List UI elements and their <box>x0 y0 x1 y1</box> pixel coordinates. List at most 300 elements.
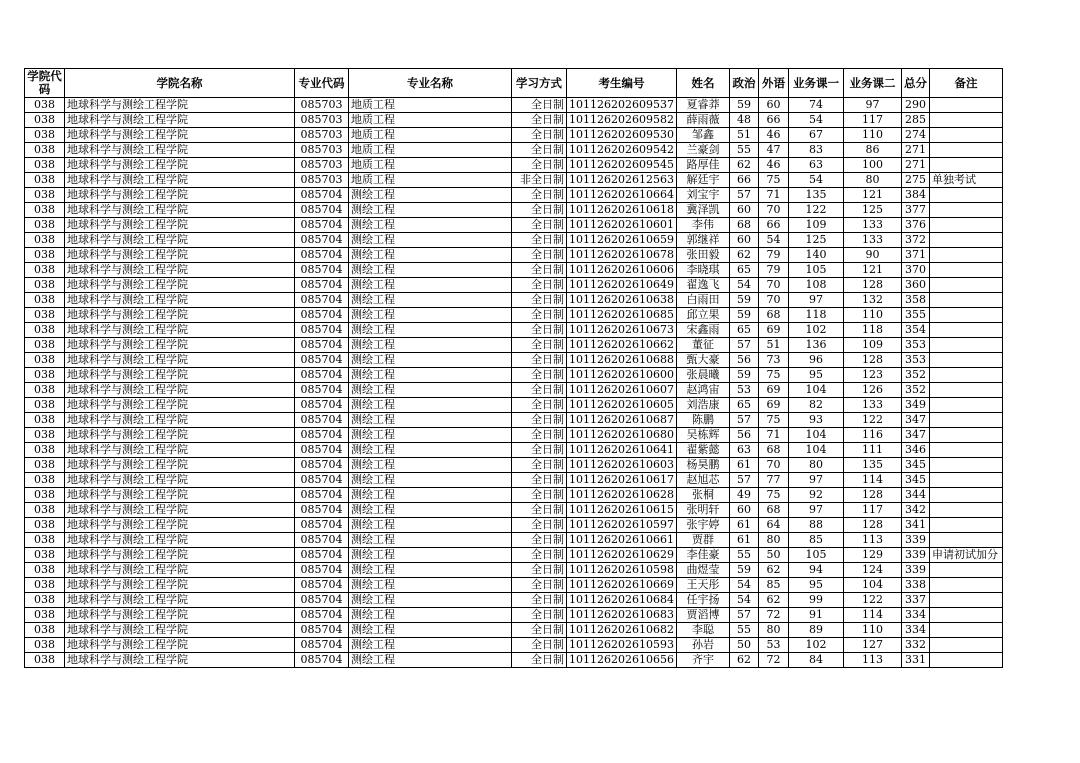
foreign-language-score-cell: 47 <box>758 143 788 158</box>
major-name-cell: 测绘工程 <box>349 353 512 368</box>
candidate-id-cell: 101126202610669 <box>567 578 677 593</box>
foreign-language-score-cell: 75 <box>758 368 788 383</box>
subject-two-score-cell: 109 <box>843 338 901 353</box>
remarks-cell <box>929 98 1002 113</box>
remarks-cell <box>929 383 1002 398</box>
candidate-id-cell: 101126202610617 <box>567 473 677 488</box>
major-name-cell: 测绘工程 <box>349 338 512 353</box>
subject-two-score-cell: 126 <box>843 383 901 398</box>
table-row <box>25 203 1003 218</box>
foreign-language-score-cell: 79 <box>758 263 788 278</box>
subject-two-score-cell: 104 <box>843 578 901 593</box>
remarks-cell: 单独考试 <box>929 173 1002 188</box>
college-code-cell: 038 <box>25 473 65 488</box>
total-score-cell: 271 <box>901 143 929 158</box>
major-code-cell: 085704 <box>295 638 349 653</box>
major-name-cell: 测绘工程 <box>349 533 512 548</box>
remarks-cell <box>929 623 1002 638</box>
name-cell: 白雨田 <box>676 293 729 308</box>
foreign-language-score-cell: 70 <box>758 293 788 308</box>
remarks-cell <box>929 293 1002 308</box>
major-name-cell: 地质工程 <box>349 98 512 113</box>
politics-score-cell: 57 <box>729 608 758 623</box>
table-row <box>25 368 1003 383</box>
remarks-cell <box>929 248 1002 263</box>
candidate-id-cell: 101126202610598 <box>567 563 677 578</box>
subject-two-score-cell: 100 <box>843 158 901 173</box>
candidate-id-cell: 101126202610687 <box>567 413 677 428</box>
major-name-cell: 测绘工程 <box>349 263 512 278</box>
major-code-cell: 085704 <box>295 503 349 518</box>
subject-two-score-cell: 128 <box>843 353 901 368</box>
candidate-id-cell: 101126202610685 <box>567 308 677 323</box>
total-score-cell: 347 <box>901 413 929 428</box>
major-name-cell: 测绘工程 <box>349 548 512 563</box>
remarks-cell <box>929 143 1002 158</box>
candidate-id-cell: 101126202610601 <box>567 218 677 233</box>
study-mode-cell: 全日制 <box>512 233 567 248</box>
college-name-cell: 地球科学与测绘工程学院 <box>65 203 295 218</box>
table-row <box>25 638 1003 653</box>
table-row <box>25 278 1003 293</box>
politics-score-cell: 51 <box>729 128 758 143</box>
subject-one-score-cell: 105 <box>788 548 843 563</box>
subject-two-score-cell: 125 <box>843 203 901 218</box>
politics-score-cell: 57 <box>729 338 758 353</box>
major-code-cell: 085704 <box>295 623 349 638</box>
study-mode-cell: 全日制 <box>512 278 567 293</box>
politics-score-cell: 59 <box>729 563 758 578</box>
subject-one-score-cell: 136 <box>788 338 843 353</box>
total-score-cell: 376 <box>901 218 929 233</box>
study-mode-cell: 全日制 <box>512 248 567 263</box>
college-name-cell: 地球科学与测绘工程学院 <box>65 443 295 458</box>
subject-one-score-cell: 74 <box>788 98 843 113</box>
subject-two-score-cell: 133 <box>843 218 901 233</box>
major-code-cell: 085704 <box>295 653 349 668</box>
candidate-id-cell: 101126202610607 <box>567 383 677 398</box>
major-name-cell: 测绘工程 <box>349 608 512 623</box>
subject-one-score-cell: 94 <box>788 563 843 578</box>
total-score-cell: 372 <box>901 233 929 248</box>
foreign-language-score-cell: 50 <box>758 548 788 563</box>
major-code-cell: 085704 <box>295 188 349 203</box>
major-code-cell: 085704 <box>295 263 349 278</box>
candidate-id-cell: 101126202610618 <box>567 203 677 218</box>
total-score-cell: 353 <box>901 338 929 353</box>
total-score-cell: 332 <box>901 638 929 653</box>
name-cell: 吴栋辉 <box>676 428 729 443</box>
table-row <box>25 113 1003 128</box>
major-code-cell: 085704 <box>295 248 349 263</box>
major-code-cell: 085704 <box>295 308 349 323</box>
table-row <box>25 293 1003 308</box>
major-code-cell: 085703 <box>295 128 349 143</box>
foreign-language-score-cell: 62 <box>758 593 788 608</box>
name-cell: 曲煜莹 <box>676 563 729 578</box>
remarks-cell <box>929 323 1002 338</box>
total-score-cell: 275 <box>901 173 929 188</box>
candidate-id-cell: 101126202610606 <box>567 263 677 278</box>
subject-one-score-cell: 104 <box>788 443 843 458</box>
college-code-cell: 038 <box>25 518 65 533</box>
candidate-id-cell: 101126202610682 <box>567 623 677 638</box>
college-name-cell: 地球科学与测绘工程学院 <box>65 578 295 593</box>
table-row <box>25 413 1003 428</box>
major-code-cell: 085704 <box>295 218 349 233</box>
name-cell: 张桐 <box>676 488 729 503</box>
major-name-cell: 测绘工程 <box>349 653 512 668</box>
table-row <box>25 353 1003 368</box>
total-score-cell: 352 <box>901 368 929 383</box>
college-name-cell: 地球科学与测绘工程学院 <box>65 218 295 233</box>
subject-one-score-cell: 83 <box>788 143 843 158</box>
table-row <box>25 338 1003 353</box>
major-name-cell: 地质工程 <box>349 173 512 188</box>
college-code-cell: 038 <box>25 383 65 398</box>
total-score-cell: 345 <box>901 473 929 488</box>
header-study-mode: 学习方式 <box>512 69 567 98</box>
politics-score-cell: 55 <box>729 143 758 158</box>
remarks-cell <box>929 233 1002 248</box>
study-mode-cell: 全日制 <box>512 518 567 533</box>
college-code-cell: 038 <box>25 623 65 638</box>
college-name-cell: 地球科学与测绘工程学院 <box>65 608 295 623</box>
candidate-id-cell: 101126202610603 <box>567 458 677 473</box>
politics-score-cell: 62 <box>729 158 758 173</box>
foreign-language-score-cell: 75 <box>758 413 788 428</box>
study-mode-cell: 全日制 <box>512 623 567 638</box>
college-name-cell: 地球科学与测绘工程学院 <box>65 308 295 323</box>
header-politics: 政治 <box>729 69 758 98</box>
candidate-id-cell: 101126202609537 <box>567 98 677 113</box>
college-code-cell: 038 <box>25 203 65 218</box>
name-cell: 薛雨薇 <box>676 113 729 128</box>
subject-one-score-cell: 89 <box>788 623 843 638</box>
remarks-cell <box>929 593 1002 608</box>
name-cell: 路厚佳 <box>676 158 729 173</box>
name-cell: 翟逸飞 <box>676 278 729 293</box>
foreign-language-score-cell: 66 <box>758 218 788 233</box>
name-cell: 张明轩 <box>676 503 729 518</box>
major-code-cell: 085704 <box>295 368 349 383</box>
total-score-cell: 345 <box>901 458 929 473</box>
college-code-cell: 038 <box>25 458 65 473</box>
subject-two-score-cell: 80 <box>843 173 901 188</box>
name-cell: 邹鑫 <box>676 128 729 143</box>
college-name-cell: 地球科学与测绘工程学院 <box>65 158 295 173</box>
table-row <box>25 428 1003 443</box>
college-name-cell: 地球科学与测绘工程学院 <box>65 593 295 608</box>
college-name-cell: 地球科学与测绘工程学院 <box>65 533 295 548</box>
foreign-language-score-cell: 68 <box>758 443 788 458</box>
foreign-language-score-cell: 77 <box>758 473 788 488</box>
subject-one-score-cell: 80 <box>788 458 843 473</box>
candidate-id-cell: 101126202610649 <box>567 278 677 293</box>
subject-two-score-cell: 133 <box>843 233 901 248</box>
major-name-cell: 测绘工程 <box>349 218 512 233</box>
major-name-cell: 测绘工程 <box>349 188 512 203</box>
major-code-cell: 085704 <box>295 548 349 563</box>
table-row <box>25 188 1003 203</box>
study-mode-cell: 全日制 <box>512 113 567 128</box>
table-row <box>25 608 1003 623</box>
total-score-cell: 339 <box>901 533 929 548</box>
table-row <box>25 233 1003 248</box>
total-score-cell: 371 <box>901 248 929 263</box>
total-score-cell: 338 <box>901 578 929 593</box>
subject-two-score-cell: 117 <box>843 113 901 128</box>
remarks-cell <box>929 473 1002 488</box>
subject-two-score-cell: 113 <box>843 653 901 668</box>
major-name-cell: 测绘工程 <box>349 428 512 443</box>
remarks-cell <box>929 338 1002 353</box>
major-code-cell: 085703 <box>295 113 349 128</box>
subject-two-score-cell: 121 <box>843 188 901 203</box>
politics-score-cell: 60 <box>729 203 758 218</box>
remarks-cell <box>929 413 1002 428</box>
subject-two-score-cell: 121 <box>843 263 901 278</box>
major-code-cell: 085704 <box>295 428 349 443</box>
college-name-cell: 地球科学与测绘工程学院 <box>65 173 295 188</box>
table-row <box>25 533 1003 548</box>
name-cell: 王天彤 <box>676 578 729 593</box>
total-score-cell: 339 <box>901 563 929 578</box>
major-code-cell: 085703 <box>295 158 349 173</box>
study-mode-cell: 全日制 <box>512 218 567 233</box>
table-row <box>25 488 1003 503</box>
politics-score-cell: 57 <box>729 473 758 488</box>
name-cell: 宋鑫雨 <box>676 323 729 338</box>
subject-two-score-cell: 128 <box>843 278 901 293</box>
subject-one-score-cell: 91 <box>788 608 843 623</box>
major-name-cell: 地质工程 <box>349 128 512 143</box>
college-code-cell: 038 <box>25 578 65 593</box>
politics-score-cell: 57 <box>729 188 758 203</box>
remarks-cell <box>929 518 1002 533</box>
college-code-cell: 038 <box>25 293 65 308</box>
candidate-id-cell: 101126202610661 <box>567 533 677 548</box>
study-mode-cell: 全日制 <box>512 548 567 563</box>
remarks-cell <box>929 263 1002 278</box>
politics-score-cell: 53 <box>729 383 758 398</box>
admission-score-table <box>24 68 1003 668</box>
foreign-language-score-cell: 72 <box>758 608 788 623</box>
candidate-id-cell: 101126202610683 <box>567 608 677 623</box>
table-row <box>25 548 1003 563</box>
subject-one-score-cell: 99 <box>788 593 843 608</box>
foreign-language-score-cell: 70 <box>758 278 788 293</box>
foreign-language-score-cell: 73 <box>758 353 788 368</box>
subject-one-score-cell: 135 <box>788 188 843 203</box>
college-code-cell: 038 <box>25 368 65 383</box>
table-row <box>25 263 1003 278</box>
college-name-cell: 地球科学与测绘工程学院 <box>65 398 295 413</box>
foreign-language-score-cell: 66 <box>758 113 788 128</box>
remarks-cell <box>929 278 1002 293</box>
major-name-cell: 测绘工程 <box>349 443 512 458</box>
candidate-id-cell: 101126202609545 <box>567 158 677 173</box>
college-code-cell: 038 <box>25 533 65 548</box>
candidate-id-cell: 101126202610605 <box>567 398 677 413</box>
subject-two-score-cell: 110 <box>843 308 901 323</box>
subject-two-score-cell: 114 <box>843 608 901 623</box>
remarks-cell <box>929 113 1002 128</box>
politics-score-cell: 62 <box>729 248 758 263</box>
subject-two-score-cell: 128 <box>843 518 901 533</box>
subject-two-score-cell: 133 <box>843 398 901 413</box>
study-mode-cell: 全日制 <box>512 653 567 668</box>
major-name-cell: 测绘工程 <box>349 413 512 428</box>
remarks-cell <box>929 488 1002 503</box>
name-cell: 李晓琪 <box>676 263 729 278</box>
subject-two-score-cell: 113 <box>843 533 901 548</box>
header-college-name: 学院名称 <box>65 69 295 98</box>
table-row <box>25 518 1003 533</box>
candidate-id-cell: 101126202610615 <box>567 503 677 518</box>
table-row <box>25 563 1003 578</box>
politics-score-cell: 61 <box>729 458 758 473</box>
politics-score-cell: 50 <box>729 638 758 653</box>
foreign-language-score-cell: 80 <box>758 533 788 548</box>
major-name-cell: 测绘工程 <box>349 458 512 473</box>
table-row <box>25 578 1003 593</box>
college-name-cell: 地球科学与测绘工程学院 <box>65 263 295 278</box>
subject-two-score-cell: 124 <box>843 563 901 578</box>
remarks-cell <box>929 188 1002 203</box>
college-name-cell: 地球科学与测绘工程学院 <box>65 353 295 368</box>
header-total: 总分 <box>901 69 929 98</box>
major-code-cell: 085704 <box>295 398 349 413</box>
total-score-cell: 344 <box>901 488 929 503</box>
study-mode-cell: 全日制 <box>512 353 567 368</box>
foreign-language-score-cell: 79 <box>758 248 788 263</box>
subject-one-score-cell: 109 <box>788 218 843 233</box>
name-cell: 杨昊鹏 <box>676 458 729 473</box>
study-mode-cell: 全日制 <box>512 383 567 398</box>
subject-two-score-cell: 114 <box>843 473 901 488</box>
header-row <box>25 69 1003 98</box>
politics-score-cell: 59 <box>729 308 758 323</box>
total-score-cell: 342 <box>901 503 929 518</box>
college-code-cell: 038 <box>25 218 65 233</box>
foreign-language-score-cell: 80 <box>758 623 788 638</box>
name-cell: 赵鸿宙 <box>676 383 729 398</box>
remarks-cell <box>929 533 1002 548</box>
politics-score-cell: 54 <box>729 578 758 593</box>
major-name-cell: 测绘工程 <box>349 503 512 518</box>
name-cell: 李聪 <box>676 623 729 638</box>
politics-score-cell: 65 <box>729 263 758 278</box>
total-score-cell: 352 <box>901 383 929 398</box>
total-score-cell: 339 <box>901 548 929 563</box>
header-name: 姓名 <box>676 69 729 98</box>
remarks-cell <box>929 653 1002 668</box>
candidate-id-cell: 101126202610597 <box>567 518 677 533</box>
name-cell: 夏睿莽 <box>676 98 729 113</box>
subject-two-score-cell: 135 <box>843 458 901 473</box>
college-code-cell: 038 <box>25 233 65 248</box>
header-subject-one: 业务课一 <box>788 69 843 98</box>
foreign-language-score-cell: 51 <box>758 338 788 353</box>
subject-one-score-cell: 84 <box>788 653 843 668</box>
major-code-cell: 085704 <box>295 323 349 338</box>
foreign-language-score-cell: 69 <box>758 398 788 413</box>
politics-score-cell: 49 <box>729 488 758 503</box>
major-name-cell: 测绘工程 <box>349 323 512 338</box>
name-cell: 陈鹏 <box>676 413 729 428</box>
foreign-language-score-cell: 46 <box>758 128 788 143</box>
major-code-cell: 085704 <box>295 443 349 458</box>
major-code-cell: 085703 <box>295 173 349 188</box>
college-code-cell: 038 <box>25 488 65 503</box>
subject-two-score-cell: 90 <box>843 248 901 263</box>
total-score-cell: 334 <box>901 623 929 638</box>
total-score-cell: 271 <box>901 158 929 173</box>
major-name-cell: 测绘工程 <box>349 473 512 488</box>
name-cell: 任宇扬 <box>676 593 729 608</box>
college-code-cell: 038 <box>25 338 65 353</box>
candidate-id-cell: 101126202610600 <box>567 368 677 383</box>
major-code-cell: 085704 <box>295 488 349 503</box>
major-name-cell: 测绘工程 <box>349 308 512 323</box>
college-name-cell: 地球科学与测绘工程学院 <box>65 278 295 293</box>
candidate-id-cell: 101126202612563 <box>567 173 677 188</box>
name-cell: 张晨曦 <box>676 368 729 383</box>
candidate-id-cell: 101126202610638 <box>567 293 677 308</box>
remarks-cell <box>929 308 1002 323</box>
subject-two-score-cell: 97 <box>843 98 901 113</box>
college-code-cell: 038 <box>25 398 65 413</box>
politics-score-cell: 62 <box>729 653 758 668</box>
total-score-cell: 331 <box>901 653 929 668</box>
table-row <box>25 218 1003 233</box>
college-code-cell: 038 <box>25 278 65 293</box>
header-college-code: 学院代码 <box>25 69 65 98</box>
total-score-cell: 346 <box>901 443 929 458</box>
subject-one-score-cell: 118 <box>788 308 843 323</box>
study-mode-cell: 全日制 <box>512 473 567 488</box>
college-code-cell: 038 <box>25 638 65 653</box>
college-name-cell: 地球科学与测绘工程学院 <box>65 233 295 248</box>
candidate-id-cell: 101126202610688 <box>567 353 677 368</box>
subject-one-score-cell: 82 <box>788 398 843 413</box>
study-mode-cell: 全日制 <box>512 578 567 593</box>
remarks-cell <box>929 398 1002 413</box>
study-mode-cell: 全日制 <box>512 308 567 323</box>
total-score-cell: 285 <box>901 113 929 128</box>
table-row <box>25 503 1003 518</box>
name-cell: 邱立果 <box>676 308 729 323</box>
remarks-cell <box>929 443 1002 458</box>
politics-score-cell: 66 <box>729 173 758 188</box>
college-name-cell: 地球科学与测绘工程学院 <box>65 98 295 113</box>
study-mode-cell: 全日制 <box>512 638 567 653</box>
major-name-cell: 测绘工程 <box>349 278 512 293</box>
subject-one-score-cell: 97 <box>788 293 843 308</box>
table-row <box>25 158 1003 173</box>
major-name-cell: 测绘工程 <box>349 293 512 308</box>
candidate-id-cell: 101126202610628 <box>567 488 677 503</box>
college-name-cell: 地球科学与测绘工程学院 <box>65 113 295 128</box>
remarks-cell <box>929 203 1002 218</box>
study-mode-cell: 全日制 <box>512 398 567 413</box>
study-mode-cell: 全日制 <box>512 413 567 428</box>
politics-score-cell: 60 <box>729 233 758 248</box>
foreign-language-score-cell: 72 <box>758 653 788 668</box>
politics-score-cell: 65 <box>729 323 758 338</box>
name-cell: 李佳豪 <box>676 548 729 563</box>
